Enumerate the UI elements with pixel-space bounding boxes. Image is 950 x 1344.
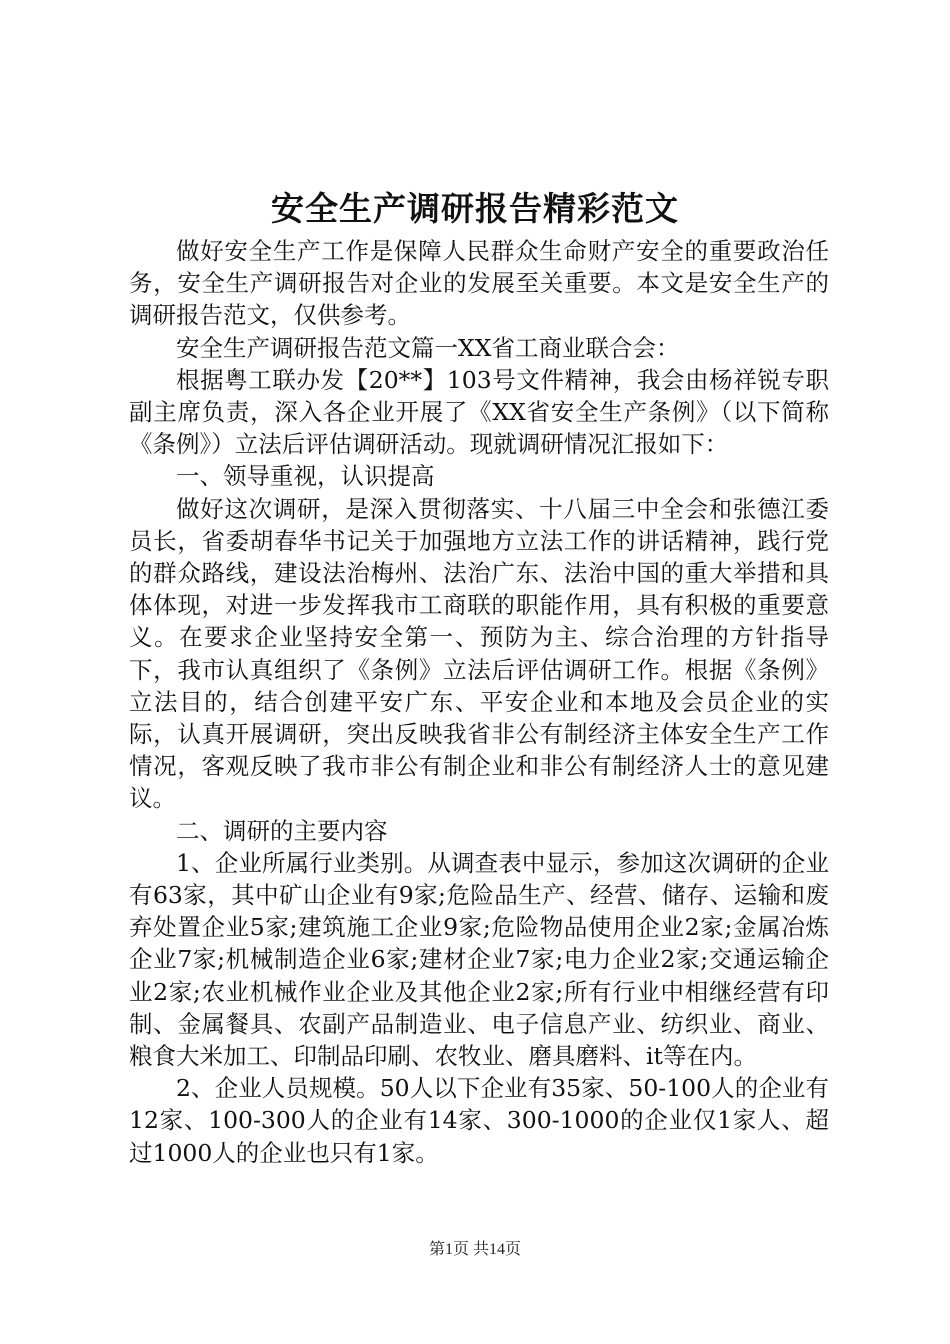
body-paragraph: 2、企业人员规模。50人以下企业有35家、50-100人的企业有12家、100-300人的企业有14家、300-1000的企业仅1家人、超过1000人的企业也只有1家。	[129, 1074, 829, 1167]
page-number: 第1页 共14页	[428, 1241, 521, 1258]
page-title: 安全生产调研报告精彩范文	[271, 189, 679, 228]
body-paragraph: 做好这次调研，是深入贯彻落实、十八届三中全会和张德江委员长，省委胡春华书记关于加强地方立法工作的讲话精神，践行党的群众路线，建设法治梅州、法治广东、法治中国的重大举措和具体体现，对进一步发挥我市工商联的职能作用，具有积极的重要意义。在要求企业坚持安全第一、预防为主、综合治理的方针指导下，我市认真组织了《条例》立法后评估调研工作。根据《条例》立法目的，结合创建平安广东、平安企业和本地及会员企业的实际，认真开展调研，突出反映我省非公有制经济主体安全生产工作情况，客观反映了我市非公有制企业和非公有制经济人士的意见建议。	[129, 494, 829, 813]
section-heading: 二、调研的主要内容	[176, 816, 388, 845]
intro-paragraph: 做好安全生产工作是保障人民群众生命财产安全的重要政治任务，安全生产调研报告对企业的发展至关重要。本文是安全生产的调研报告范文，仅供参考。	[129, 237, 829, 330]
section-heading: 一、领导重视，认识提高	[176, 462, 435, 491]
document-body	[129, 235, 829, 1169]
body-paragraph: 1、企业所属行业类别。从调查表中显示，参加这次调研的企业有63家，其中矿山企业有9家;危险品生产、经营、储存、运输和废弃处置企业5家;建筑施工企业9家;危险物品使用企业2家;金属冶炼企业7家;机械制造企业6家;建材企业7家;电力企业2家;交通运输企业2家;农业机械作业企业及其他企业2家;所有行业中相继经营有印制、金属餐具、农副产品制造业、电子信息产业、纺织业、商业、粮食大米加工、印制品印刷、农牧业、磨具磨料、it等在内。	[129, 848, 829, 1071]
section-subtitle: 安全生产调研报告范文篇一XX省工商业联合会：	[176, 333, 680, 362]
body-paragraph: 根据粤工联办发【20**】103号文件精神，我会由杨祥锐专职副主席负责，深入各企业开展了《XX省安全生产条例》（以下简称《条例》）立法后评估调研活动。现就调研情况汇报如下：	[129, 365, 829, 459]
